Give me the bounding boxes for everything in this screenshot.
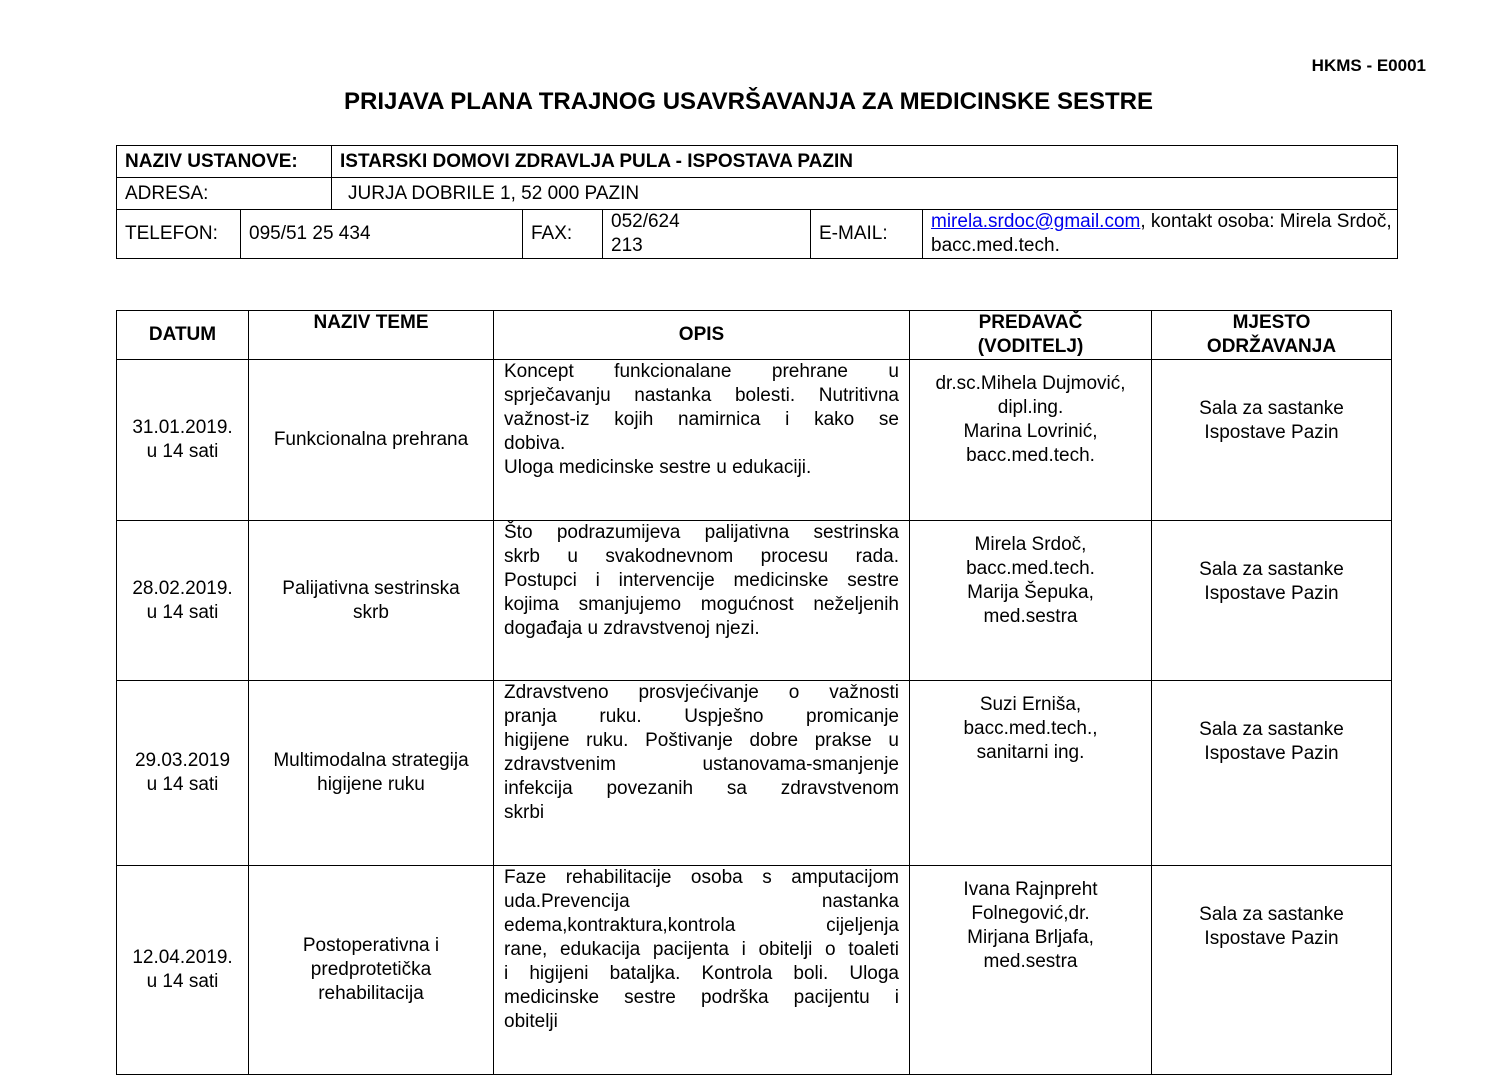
opis-cell xyxy=(494,681,910,866)
opis-line: skrb u svakodnevnom procesu rada. xyxy=(504,546,899,567)
predavac-line: Ivana Rajnpreht xyxy=(963,879,1098,900)
email-value xyxy=(923,210,1398,259)
adresa-value: JURJA DOBRILE 1, 52 000 PAZIN xyxy=(332,178,1398,210)
fax-value xyxy=(603,210,811,259)
header-predavac xyxy=(910,311,1152,360)
header-predavac-line1: PREDAVAČ xyxy=(978,312,1083,333)
tema-line: rehabilitacija xyxy=(318,983,424,1004)
header-mjesto-line1: MJESTO xyxy=(1232,312,1311,333)
datum-line: 28.02.2019. xyxy=(132,577,233,599)
header-opis: OPIS xyxy=(494,311,910,360)
table-row xyxy=(117,866,1392,1075)
datum-cell xyxy=(117,521,249,681)
predavac-line: Mirela Srdoč, xyxy=(974,534,1087,555)
datum-cell xyxy=(117,681,249,866)
mjesto-line: Sala za sastanke xyxy=(1199,559,1344,580)
predavac-line: bacc.med.tech. xyxy=(966,445,1095,466)
predavac-line: Marija Šepuka, xyxy=(967,582,1094,603)
opis-line: važnost-iz kojih namirnica i kako se xyxy=(504,409,899,430)
mjesto-cell xyxy=(1152,360,1392,521)
mjesto-line: Ispostave Pazin xyxy=(1204,583,1339,604)
mjesto-line: Ispostave Pazin xyxy=(1204,928,1339,949)
page-title: PRIJAVA PLANA TRAJNOG USAVRŠAVANJA ZA MEDICINSKE SESTRE xyxy=(344,88,1153,115)
naziv-value: ISTARSKI DOMOVI ZDRAVLJA PULA - ISPOSTAVA PAZIN xyxy=(332,146,1398,178)
mjesto-cell xyxy=(1152,866,1392,1075)
table-row xyxy=(117,521,1392,681)
telefon-label: TELEFON: xyxy=(117,210,241,259)
opis-line: obitelji xyxy=(504,1011,558,1032)
tema-line: higijene ruku xyxy=(317,774,425,795)
opis-line: medicinske sestre podrška pacijentu i xyxy=(504,987,899,1008)
tema-cell xyxy=(249,681,494,866)
datum-line: 31.01.2019. xyxy=(132,417,233,438)
email-link[interactable]: mirela.srdoc@gmail.com xyxy=(931,211,1141,232)
tema-cell xyxy=(249,866,494,1075)
datum-line: u 14 sati xyxy=(146,971,219,992)
predavac-line: Folnegović,dr. xyxy=(971,903,1090,924)
telefon-value: 095/51 25 434 xyxy=(241,210,523,259)
header-datum: DATUM xyxy=(117,311,249,360)
opis-line: Zdravstveno prosvjećivanje o važnosti xyxy=(504,682,899,703)
naziv-label: NAZIV USTANOVE: xyxy=(117,146,332,178)
mjesto-cell xyxy=(1152,521,1392,681)
opis-line: sprječavanju nastanka bolesti. Nutritivna xyxy=(504,385,899,406)
opis-line: Postupci i intervencije medicinske sestre xyxy=(504,570,899,591)
datum-cell xyxy=(117,866,249,1075)
opis-line: Koncept funkcionalane prehrane u xyxy=(504,361,899,382)
mjesto-line: Ispostave Pazin xyxy=(1204,422,1339,443)
mjesto-line: Ispostave Pazin xyxy=(1204,743,1339,764)
opis-line: Što podrazumijeva palijativna sestrinska xyxy=(504,522,899,543)
predavac-line: Marina Lovrinić, xyxy=(963,421,1098,442)
table-row xyxy=(117,681,1392,866)
predavac-line: dipl.ing. xyxy=(997,397,1064,418)
fax-value-line2: 213 xyxy=(611,235,643,256)
email-label: E-MAIL: xyxy=(811,210,923,259)
fax-value-line1: 052/624 xyxy=(611,211,680,232)
opis-line: dobiva. xyxy=(504,433,566,454)
mjesto-line: Sala za sastanke xyxy=(1199,904,1344,925)
opis-line: Uloga medicinske sestre u edukaciji. xyxy=(504,457,812,478)
predavac-line: bacc.med.tech. xyxy=(966,558,1095,579)
opis-line: higijene ruku. Poštivanje dobre prakse u xyxy=(504,730,899,751)
predavac-cell xyxy=(910,521,1152,681)
opis-line: događaja u zdravstvenoj njezi. xyxy=(504,618,760,639)
datum-line: u 14 sati xyxy=(146,774,219,795)
header-naziv-teme: NAZIV TEME xyxy=(249,311,494,360)
predavac-line: dr.sc.Mihela Dujmović, xyxy=(935,373,1126,394)
header-predavac-line2: (VODITELJ) xyxy=(977,336,1084,357)
header-mjesto xyxy=(1152,311,1392,360)
adresa-label: ADRESA: xyxy=(117,178,332,210)
mjesto-cell xyxy=(1152,681,1392,866)
tema-line: Multimodalna strategija xyxy=(273,750,469,771)
fax-label: FAX: xyxy=(523,210,603,259)
datum-line: u 14 sati xyxy=(146,441,219,462)
predavac-line: Mirjana Brljafa, xyxy=(967,927,1094,948)
predavac-line: bacc.med.tech., xyxy=(963,718,1098,739)
opis-cell xyxy=(494,521,910,681)
tema-line: Funkcionalna prehrana xyxy=(273,429,469,450)
datum-line: 29.03.2019 xyxy=(134,750,231,771)
opis-line: rane, edukacija pacijenta i obitelji o toaleti xyxy=(504,939,899,960)
opis-line: zdravstvenim ustanovama-smanjenje xyxy=(504,754,899,775)
tema-line: Palijativna sestrinska xyxy=(282,577,460,599)
tema-line: Postoperativna i xyxy=(302,935,440,956)
mjesto-line: Sala za sastanke xyxy=(1199,719,1344,740)
predavac-line: med.sestra xyxy=(983,606,1078,627)
opis-line: i higijeni batalјka. Kontrola boli. Uloga xyxy=(504,963,899,984)
opis-line: uda.Prevencija nastanka xyxy=(504,891,899,912)
datum-line: u 14 sati xyxy=(146,601,219,623)
datum-cell xyxy=(117,360,249,521)
schedule-table xyxy=(116,310,1392,1075)
email-line2: bacc.med.tech. xyxy=(931,235,1060,256)
opis-line: infekcija povezanih sa zdravstvenom xyxy=(504,778,899,799)
opis-cell xyxy=(494,866,910,1075)
opis-line: edema,kontraktura,kontrola cijeljenja xyxy=(504,915,899,936)
predavac-line: Suzi Erniša, xyxy=(979,694,1082,715)
tema-line: skrb xyxy=(353,601,389,623)
opis-line: Faze rehabilitacije osoba s amputacijom xyxy=(504,867,899,888)
opis-cell xyxy=(494,360,910,521)
email-contact: , kontakt osoba: Mirela Srdoč, xyxy=(1140,211,1392,232)
opis-line: pranja ruku. Uspješno promicanje xyxy=(504,706,899,727)
predavac-cell xyxy=(910,866,1152,1075)
opis-line: kojima smanjujemo mogućnost neželjenih xyxy=(504,594,899,615)
tema-cell xyxy=(249,360,494,521)
predavac-line: sanitarni ing. xyxy=(976,742,1085,763)
header-mjesto-line2: ODRŽAVANJA xyxy=(1206,336,1337,357)
predavac-cell xyxy=(910,360,1152,521)
tema-cell xyxy=(249,521,494,681)
document-code: HKMS - E0001 xyxy=(1311,56,1426,75)
institution-info-table xyxy=(116,145,1398,259)
opis-line: skrbi xyxy=(504,802,545,823)
predavac-line: med.sestra xyxy=(983,951,1078,972)
datum-line: 12.04.2019. xyxy=(132,947,233,968)
table-row xyxy=(117,360,1392,521)
mjesto-line: Sala za sastanke xyxy=(1199,398,1344,419)
predavac-cell xyxy=(910,681,1152,866)
tema-line: predprotetička xyxy=(310,959,432,980)
